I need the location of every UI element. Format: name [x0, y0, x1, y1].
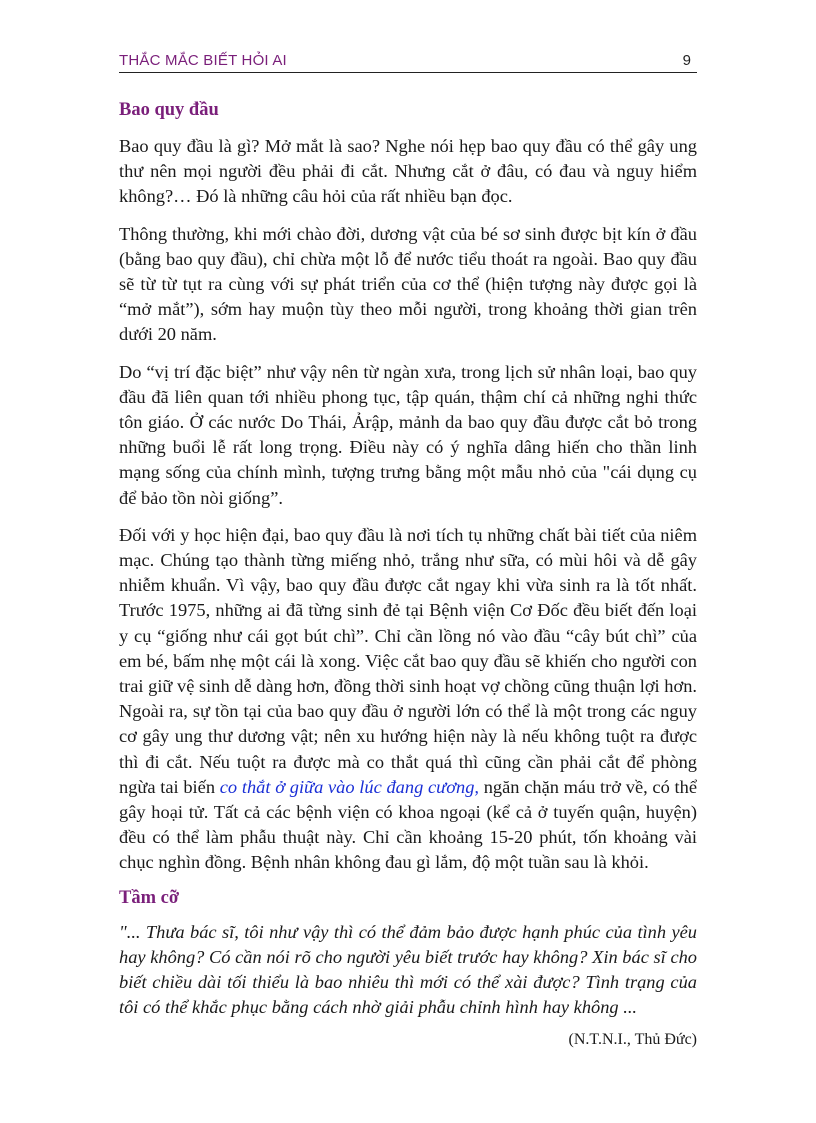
page-header: [119, 50, 697, 73]
running-title: THẮC MẮC BIẾT HỎI AI: [119, 52, 287, 69]
paragraph-modern-medicine: [119, 523, 697, 876]
section-heading-bao-quy-dau: Bao quy đầu: [119, 100, 219, 120]
paragraph-history: Do “vị trí đặc biệt” như vậy nên từ ngàn xưa, trong lịch sử nhân loại, bao quy đầu đã liên quan tới nhiều phong tục, tập quán, thậm chí cả những nghi thức tôn giáo. Ở các nước Do Thái, Ảrập, mảnh da bao quy đầu được cắt bỏ trong những buổi lễ rất long trọng. Điều này có ý nghĩa dâng hiến cho thần linh mạng sống của chính mình, tượng trưng bằng một mẫu nhỏ của "cái dụng cụ để bảo tồn nòi giống”.: [119, 361, 697, 508]
paragraph-birth: Thông thường, khi mới chào đời, dương vật của bé sơ sinh được bịt kín ở đầu (bằng bao quy đầu), chỉ chừa một lỗ để nước tiểu thoát ra ngoài. Bao quy đầu sẽ từ từ tụt ra cùng với sự phát triển của cơ thể (hiện tượng này được gọi là “mở mắt”), sớm hay muộn tùy theo mỗi người, trong khoảng thời gian trên dưới 20 năm.: [119, 223, 697, 345]
section-heading-tam-co: Tầm cỡ: [119, 887, 180, 908]
reader-signature: (N.T.N.I., Thủ Đức): [568, 1030, 697, 1048]
reader-question-quote: "... Thưa bác sĩ, tôi như vậy thì có thể đảm bảo được hạnh phúc của tình yêu hay không? Có cần nói rõ cho người yêu biết trước hay không? Xin bác sĩ cho biết chiều dài tối thiểu là bao nhiêu thì mới có thể xài được? Tình trạng của tôi có thể khắc phục bằng cách nhờ giải phẫu chỉnh hình hay không ...: [119, 921, 697, 1018]
article-body: [119, 100, 697, 1051]
highlighted-link[interactable]: co thắt ở giữa vào lúc đang cương,: [219, 776, 479, 797]
paragraph-intro: Bao quy đầu là gì? Mở mắt là sao? Nghe nói hẹp bao quy đầu có thể gây ung thư nên mọi người đều phải đi cắt. Nhưng cắt ở đâu, có đau và nguy hiểm không?… Đó là những câu hỏi của rất nhiều bạn đọc.: [119, 136, 697, 207]
paragraph-text-before: Đối với y học hiện đại, bao quy đầu là nơi tích tụ những chất bài tiết của niêm mạc. Chúng tạo thành từng miếng nhỏ, trắng như sữa, có mùi hôi và dễ gây nhiễm khuẩn. Vì vậy, bao quy đầu được cắt ngay khi vừa sinh ra là tốt nhất. Trước 1975, những ai đã từng sinh đẻ tại Bệnh viện Cơ Đốc đều biết đến loại y cụ “giống như cái gọt bút chì”. Chỉ cần lồng nó vào đầu “cây bút chì” của em bé, bấm nhẹ một cái là xong. Việc cắt bao quy đầu sẽ khiến cho người con trai giữ vệ sinh dễ dàng hơn, đồng thời sinh hoạt vợ chồng cũng thuận lợi hơn. Ngoài ra, sự tồn tại của bao quy đầu ở người lớn có thể là một trong các nguy cơ gây ung thư dương vật; nên xu hướng hiện này là nếu không tuột ra được thì đi cắt. Nếu tuột ra được mà co thắt quá thì cũng cần phải cắt để phòng ngừa tai biến: [119, 524, 697, 797]
page-number: 9: [682, 52, 691, 69]
paragraph-text-after: ngăn chặn máu trở về, có thể gây hoại tử. Tất cả các bệnh viện có khoa ngoại (kể cả ở tuyến quận, huyện) đều có thể làm phẫu thuật này. Chỉ cần khoảng 15-20 phút, tốn khoảng vài chục nghìn đồng. Bệnh nhân không đau gì lắm, độ một tuần sau là khỏi.: [119, 776, 697, 873]
